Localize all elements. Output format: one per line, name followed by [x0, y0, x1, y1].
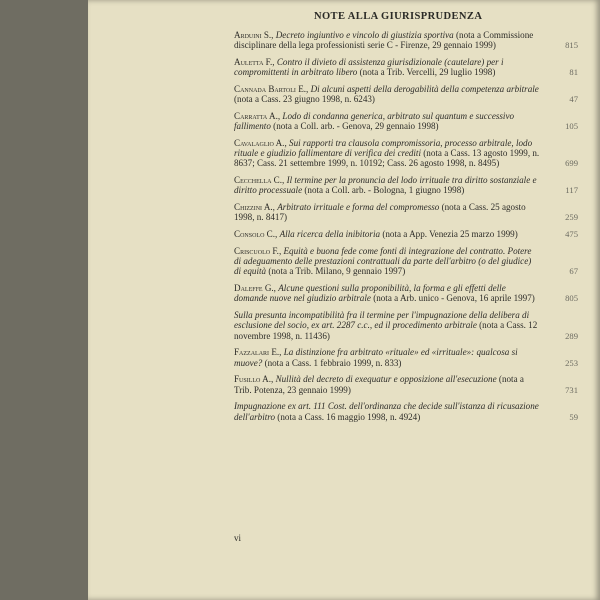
entry-text — [234, 283, 540, 303]
entry-note: (nota a Trib. Vercelli, 29 luglio 1998) — [359, 67, 496, 78]
entry-note: (nota a Trib. Milano, 9 gennaio 1997) — [268, 266, 406, 277]
entry-author: Cannada Bartoli E., — [234, 84, 309, 94]
entry-text — [234, 30, 540, 50]
entry-note: (nota a Cass. 23 giugno 1998, n. 6243) — [234, 94, 375, 105]
entry-title: Sui rapporti tra clausola compromissoria, processo arbitrale, lodo rituale e giudizio fallimentare di verifica dei crediti — [234, 138, 533, 159]
entry-author: Criscuolo F., — [234, 246, 282, 256]
entry-text — [234, 246, 540, 277]
entry-author: Daleffe G., — [234, 283, 276, 294]
entry-note: (nota a Trib. Potenza, 23 gennaio 1999) — [234, 374, 524, 395]
entry-page-number: 253 — [565, 357, 578, 368]
entry-text — [234, 401, 540, 421]
entry-page-number: 81 — [569, 67, 578, 78]
page-title: NOTE ALLA GIURISPRUDENZA — [314, 11, 483, 22]
index-entry — [234, 246, 578, 277]
entry-page-number: 289 — [565, 330, 578, 341]
entry-note: (nota a Cass. 25 agosto 1998, n. 8417) — [234, 202, 526, 223]
entry-page-number: 805 — [565, 293, 578, 304]
entry-title: Decreto ingiuntivo e vincolo di giustizia sportiva — [275, 30, 454, 40]
entry-text — [234, 57, 540, 77]
entry-note: (nota a App. Venezia 25 marzo 1999) — [382, 229, 518, 240]
index-entry — [234, 202, 578, 222]
entry-text — [234, 310, 540, 341]
entry-page-number: 259 — [565, 212, 578, 223]
index-entry — [234, 347, 578, 367]
entry-page-number: 105 — [565, 121, 578, 132]
entry-title: Impugnazione ex art. 111 Cost. dell'ordinanza che decide sull'istanza di ricusazione dell'arbitro — [234, 401, 539, 422]
page-folio: vi — [234, 533, 242, 543]
entry-title: Nullità del decreto di exequatur e opposizione all'esecuzione — [275, 374, 497, 385]
index-entry — [234, 374, 578, 394]
entry-author: Cecchella C., — [234, 175, 285, 186]
index-entry — [234, 175, 578, 195]
entry-title: Arbitrato irrituale e forma del compromesso — [277, 202, 440, 213]
index-entry — [234, 111, 578, 131]
index-entry — [234, 57, 578, 77]
entry-author: Fusillo A., — [234, 374, 274, 385]
index-entry — [234, 138, 578, 169]
entry-title: La distinzione fra arbitrato «rituale» ed «irrituale»: qualcosa si muove? — [234, 347, 518, 368]
entry-text — [234, 374, 540, 394]
entry-title: Di alcuni aspetti della derogabilità della competenza arbitrale — [310, 84, 539, 94]
entry-text — [234, 84, 540, 104]
index-entry — [234, 30, 578, 50]
entry-author: Cavalaglio A., — [234, 138, 287, 148]
entry-title: Lodo di condanna generica, arbitrato sul quantum e successivo fallimento — [234, 111, 515, 132]
entry-page-number: 475 — [565, 229, 578, 240]
entry-note: (nota a Coll. arb. - Bologna, 1 giugno 1998) — [304, 185, 465, 196]
entry-author: Consolo C., — [234, 229, 278, 240]
entry-text — [234, 347, 540, 367]
entry-author: Arduini S., — [234, 30, 274, 40]
index-entries — [234, 30, 578, 428]
entry-text — [234, 138, 540, 169]
index-entry — [234, 401, 578, 421]
entry-note: (nota a Arb. unico - Genova, 16 aprile 1997) — [373, 293, 535, 304]
entry-title: Alla ricerca della inibitoria — [279, 229, 381, 240]
entry-note: (nota a Cass. 12 novembre 1998, n. 11436) — [234, 320, 538, 341]
book-page — [88, 0, 600, 600]
entry-title: Sulla presunta incompatibilità fra il termine per l'impugnazione della delibera di esclusione del socio, ex art. 2287 c.c., ed il procedimento arbitrale — [234, 310, 530, 331]
index-entry — [234, 310, 578, 341]
entry-title: Alcune questioni sulla proponibilità, la forma e gli effetti delle domande nuove nel giudizio arbitrale — [234, 283, 506, 304]
entry-author: Auletta F., — [234, 57, 275, 67]
entry-title: Equità e buona fede come fonti di integrazione del contratto. Potere di adeguamento delle prestazioni contrattuali da parte dell'arbitro (o del giudice) di equità — [234, 246, 532, 277]
index-entry — [234, 229, 578, 239]
entry-author: Carratta A., — [234, 111, 281, 121]
entry-page-number: 117 — [565, 185, 578, 196]
entry-title: Il termine per la pronuncia del lodo irrituale tra diritto sostanziale e diritto processuale — [234, 175, 537, 196]
index-entry — [234, 283, 578, 303]
entry-note: (nota a Cass. 1 febbraio 1999, n. 833) — [264, 357, 402, 368]
entry-page-number: 47 — [569, 94, 578, 105]
entry-author: Fazzalari E., — [234, 347, 282, 358]
entry-page-number: 815 — [565, 40, 578, 51]
entry-note: (nota a Commissione disciplinare della lega professionisti serie C - Firenze, 29 gennaio 1999) — [234, 30, 534, 51]
entry-page-number: 59 — [569, 411, 578, 422]
entry-text — [234, 229, 540, 239]
entry-text — [234, 111, 540, 131]
entry-note: (nota a Coll. arb. - Genova, 29 gennaio 1998) — [273, 121, 439, 132]
entry-page-number: 731 — [565, 384, 578, 395]
index-entry — [234, 84, 578, 104]
entry-note: (nota a Cass. 16 maggio 1998, n. 4924) — [277, 411, 421, 422]
entry-page-number: 67 — [569, 266, 578, 277]
entry-title: Contro il divieto di assistenza giurisdizionale (cautelare) per i compromittenti in arbitrato libero — [234, 57, 504, 78]
entry-text — [234, 202, 540, 222]
entry-author: Chizzini A., — [234, 202, 275, 213]
entry-page-number: 699 — [565, 158, 578, 169]
entry-text — [234, 175, 540, 195]
entry-note: (nota a Cass. 13 agosto 1999, n. 8637; Cass. 21 settembre 1999, n. 10192; Cass. 26 agosto 1998, n. 8495) — [234, 148, 540, 169]
